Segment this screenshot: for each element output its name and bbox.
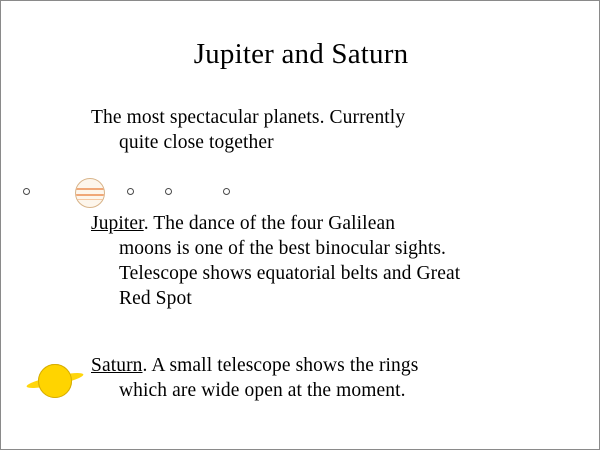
page-title: Jupiter and Saturn xyxy=(193,38,409,70)
moon-icon xyxy=(165,188,172,195)
jupiter-line-4: Red Spot xyxy=(119,288,192,309)
saturn-heading: Saturn xyxy=(91,355,143,376)
jupiter-line-1-rest: . The dance of the four Galilean xyxy=(143,213,396,234)
intro-line-1: The most spectacular planets. Currently xyxy=(91,107,406,128)
jupiter-belt-icon xyxy=(76,194,104,196)
intro-paragraph xyxy=(91,105,561,155)
saturn-planet-figure xyxy=(25,359,87,403)
jupiter-belt-icon xyxy=(76,188,104,190)
saturn-paragraph xyxy=(91,353,581,403)
moon-icon xyxy=(127,188,134,195)
saturn-body-overlay-icon xyxy=(38,364,72,398)
moon-icon xyxy=(223,188,230,195)
jupiter-planet-icon xyxy=(75,178,105,208)
jupiter-line-3: Telescope shows equatorial belts and Great xyxy=(119,263,461,284)
jupiter-belt-icon xyxy=(76,199,104,200)
intro-line-2: quite close together xyxy=(119,132,274,153)
jupiter-line-2: moons is one of the best binocular sights. xyxy=(119,238,446,259)
jupiter-paragraph xyxy=(91,211,591,311)
moon-icon xyxy=(23,188,30,195)
jupiter-system-figure xyxy=(19,176,249,208)
saturn-line-1-rest: . A small telescope shows the rings xyxy=(142,355,419,376)
saturn-line-2: which are wide open at the moment. xyxy=(119,380,406,401)
jupiter-heading: Jupiter xyxy=(91,213,144,234)
